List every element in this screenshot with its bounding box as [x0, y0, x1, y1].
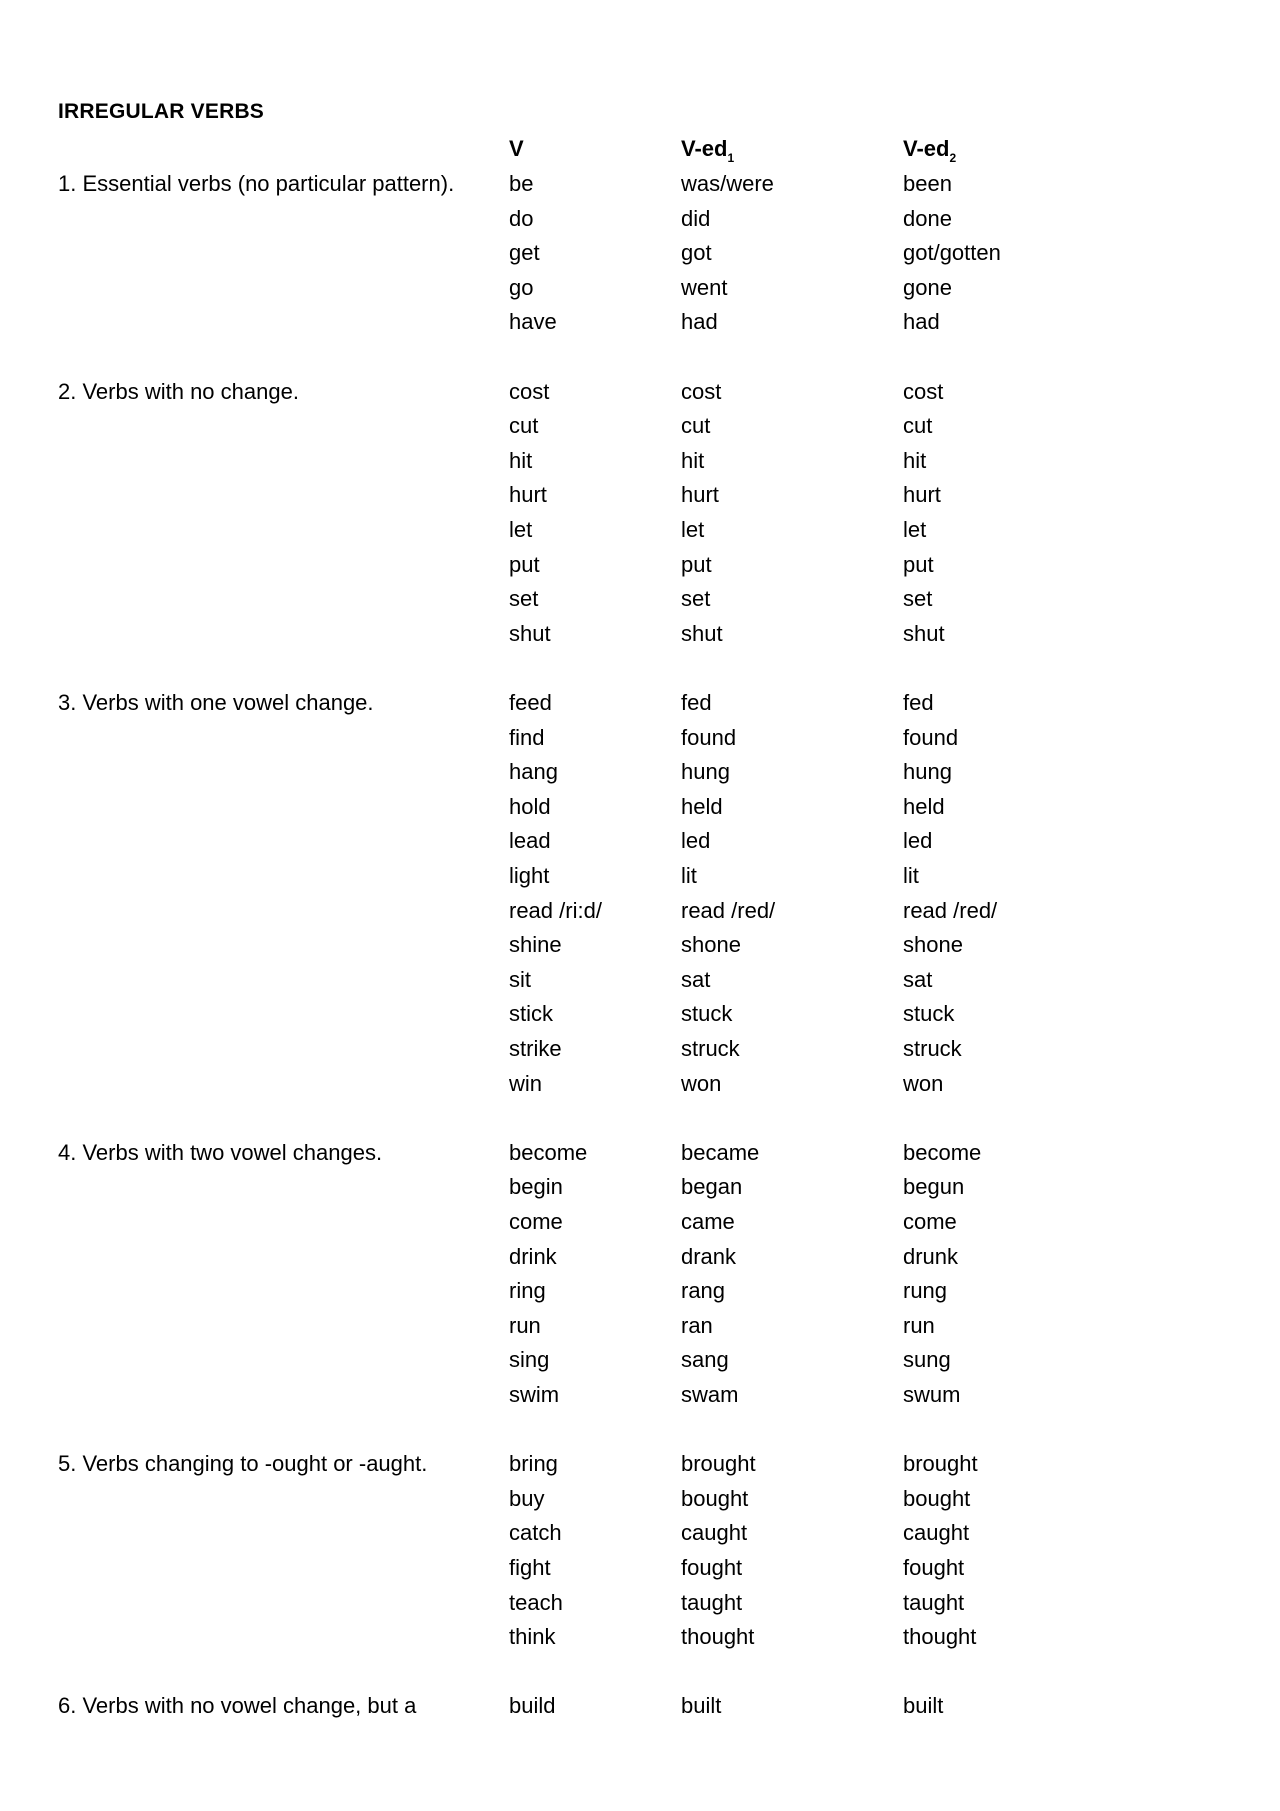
verb-base-form: put	[509, 551, 540, 577]
verb-row	[0, 928, 1280, 963]
verb-group-label: 3. Verbs with one vowel change.	[58, 690, 374, 715]
column-header-v: V	[509, 136, 524, 161]
verb-row	[0, 236, 1280, 271]
verb-base-form: hold	[509, 793, 551, 819]
verb-past-participle: thought	[903, 1624, 977, 1650]
verb-past-participle: shut	[903, 620, 945, 646]
verb-base-form: hit	[509, 447, 533, 473]
verb-past-participle: hit	[903, 447, 927, 473]
verb-past-participle: read /red/	[903, 897, 998, 923]
verb-past-participle: sung	[903, 1347, 951, 1373]
verb-row	[0, 548, 1280, 583]
verb-row	[0, 790, 1280, 825]
verb-base-form: bring	[509, 1451, 558, 1477]
verb-row	[0, 582, 1280, 617]
column-header-ved2-base: V-ed	[903, 136, 950, 161]
verb-group-label: 2. Verbs with no change.	[58, 378, 299, 404]
verb-past-simple: was/were	[681, 171, 774, 196]
verb-past-participle: been	[903, 171, 952, 196]
verb-past-participle: taught	[903, 1589, 965, 1615]
verb-group-label: 1. Essential verbs (no particular pattern).	[58, 171, 455, 196]
verb-past-participle: built	[903, 1693, 944, 1719]
verb-past-participle: hung	[903, 759, 952, 785]
verb-base-form: get	[509, 240, 540, 266]
verb-base-form: fight	[509, 1554, 551, 1580]
verb-row	[0, 513, 1280, 548]
verb-past-simple: became	[681, 1139, 760, 1165]
verb-base-form: sing	[509, 1347, 550, 1373]
verb-row	[0, 1274, 1280, 1309]
verb-group	[0, 1136, 1280, 1413]
verb-past-simple: cut	[681, 413, 711, 439]
column-header-ved2-subscript: 2	[949, 151, 957, 165]
verb-base-form: teach	[509, 1589, 563, 1615]
verb-row	[0, 202, 1280, 237]
verb-row	[0, 478, 1280, 513]
verb-past-participle: rung	[903, 1278, 948, 1304]
verb-past-simple: taught	[681, 1589, 743, 1615]
verb-past-simple: fed	[681, 690, 712, 715]
verb-row	[0, 824, 1280, 859]
verb-group	[0, 375, 1280, 652]
document-title: IRREGULAR VERBS	[58, 100, 265, 123]
verb-row	[0, 859, 1280, 894]
verb-base-form: buy	[509, 1485, 545, 1511]
column-header-ved2	[903, 134, 956, 164]
verb-row	[0, 894, 1280, 929]
verb-past-participle: fed	[903, 690, 934, 715]
verb-past-simple: hurt	[681, 482, 719, 508]
verb-row	[0, 375, 1280, 410]
verb-base-form: sit	[509, 966, 531, 992]
verb-past-simple: ran	[681, 1312, 713, 1338]
verb-past-participle: begun	[903, 1174, 965, 1200]
verb-base-form: set	[509, 586, 539, 612]
verb-past-participle: fought	[903, 1554, 965, 1580]
column-header-ved1-subscript: 1	[727, 151, 735, 165]
verb-past-participle: come	[903, 1208, 957, 1234]
verb-past-simple: led	[681, 828, 711, 854]
verb-group-label: 5. Verbs changing to -ought or -aught.	[58, 1451, 428, 1477]
verb-row	[0, 963, 1280, 998]
verb-past-simple: did	[681, 205, 711, 231]
verb-past-participle: done	[903, 205, 952, 231]
verb-past-participle: set	[903, 586, 933, 612]
verb-row	[0, 1482, 1280, 1517]
verb-past-simple: began	[681, 1174, 743, 1200]
verb-group	[0, 1447, 1280, 1655]
column-header-ved1	[681, 134, 734, 164]
verb-past-simple: rang	[681, 1278, 726, 1304]
verb-base-form: catch	[509, 1520, 562, 1546]
verb-past-participle: put	[903, 551, 934, 577]
verb-row	[0, 1689, 1280, 1724]
verb-base-form: feed	[509, 690, 552, 715]
verb-past-simple: came	[681, 1208, 735, 1234]
verb-past-simple: let	[681, 516, 705, 542]
verb-row	[0, 1378, 1280, 1413]
verb-past-participle: found	[903, 724, 959, 750]
verb-past-simple: struck	[681, 1036, 740, 1061]
verb-base-form: begin	[509, 1174, 563, 1200]
verb-row	[0, 1586, 1280, 1621]
verb-row	[0, 1240, 1280, 1275]
verb-past-participle: struck	[903, 1036, 962, 1061]
verb-base-form: swim	[509, 1381, 560, 1407]
verb-row	[0, 1516, 1280, 1551]
verb-row	[0, 1170, 1280, 1205]
verb-past-simple: stuck	[681, 1001, 733, 1027]
verb-base-form: drink	[509, 1243, 557, 1269]
verb-base-form: build	[509, 1693, 556, 1719]
verb-group	[0, 1689, 1280, 1724]
verb-base-form: do	[509, 205, 534, 231]
verb-row	[0, 271, 1280, 306]
verb-past-participle: lit	[903, 863, 919, 888]
verb-past-simple: set	[681, 586, 711, 612]
verb-past-participle: brought	[903, 1451, 978, 1477]
verb-past-simple: had	[681, 309, 718, 335]
verb-past-simple: went	[681, 274, 728, 300]
verb-row	[0, 305, 1280, 340]
verb-group	[0, 167, 1280, 340]
verb-past-participle: cut	[903, 413, 933, 439]
verb-past-simple: bought	[681, 1485, 749, 1511]
verb-past-simple: swam	[681, 1381, 739, 1407]
verb-past-simple: found	[681, 724, 737, 750]
verb-row	[0, 686, 1280, 721]
verb-base-form: run	[509, 1312, 541, 1338]
verb-past-simple: drank	[681, 1243, 737, 1269]
column-header-row	[0, 134, 1280, 168]
verb-base-form: hurt	[509, 482, 547, 508]
verb-past-simple: put	[681, 551, 712, 577]
verb-past-simple: caught	[681, 1520, 748, 1546]
verb-past-participle: drunk	[903, 1243, 959, 1269]
verb-past-participle: won	[903, 1070, 944, 1096]
verb-row	[0, 1136, 1280, 1171]
verb-base-form: let	[509, 516, 533, 542]
verb-past-simple: thought	[681, 1624, 755, 1650]
verb-base-form: lead	[509, 828, 551, 854]
verb-row	[0, 1309, 1280, 1344]
verb-group	[0, 686, 1280, 1101]
verb-base-form: find	[509, 724, 545, 750]
verb-past-simple: cost	[681, 378, 722, 404]
verb-base-form: win	[509, 1070, 543, 1096]
verb-row	[0, 755, 1280, 790]
verb-past-participle: let	[903, 516, 927, 542]
verb-past-participle: caught	[903, 1520, 970, 1546]
verb-base-form: stick	[509, 1001, 553, 1027]
verb-group-label: 6. Verbs with no vowel change, but a	[58, 1693, 417, 1719]
verb-base-form: shut	[509, 620, 551, 646]
verb-base-form: cut	[509, 413, 539, 439]
verb-row	[0, 997, 1280, 1032]
verb-base-form: read /ri:d/	[509, 897, 602, 923]
verb-past-simple: shone	[681, 932, 741, 958]
verb-past-simple: sang	[681, 1347, 729, 1373]
verb-base-form: ring	[509, 1278, 546, 1304]
verb-base-form: go	[509, 274, 534, 300]
verb-past-simple: read /red/	[681, 897, 776, 923]
verb-past-participle: got/gotten	[903, 240, 1001, 266]
verb-past-simple: brought	[681, 1451, 756, 1477]
verb-row	[0, 721, 1280, 756]
verb-row	[0, 1205, 1280, 1240]
verb-base-form: cost	[509, 378, 550, 404]
verb-past-simple: hit	[681, 447, 705, 473]
verb-row	[0, 617, 1280, 652]
verb-past-simple: sat	[681, 966, 711, 992]
verb-row	[0, 1032, 1280, 1067]
verb-past-participle: had	[903, 309, 940, 335]
verb-base-form: be	[509, 171, 534, 196]
column-header-ved1-base: V-ed	[681, 136, 728, 161]
verb-past-participle: bought	[903, 1485, 971, 1511]
verb-base-form: have	[509, 309, 557, 335]
verb-row	[0, 409, 1280, 444]
verb-past-simple: won	[681, 1070, 722, 1096]
verb-row	[0, 1620, 1280, 1655]
verb-row	[0, 444, 1280, 479]
verb-past-participle: gone	[903, 274, 952, 300]
verb-base-form: hang	[509, 759, 558, 785]
verb-past-simple: fought	[681, 1554, 743, 1580]
verb-past-simple: held	[681, 793, 723, 819]
verb-base-form: strike	[509, 1036, 562, 1061]
verb-past-participle: hurt	[903, 482, 941, 508]
verb-base-form: shine	[509, 932, 562, 958]
verb-past-participle: swum	[903, 1381, 961, 1407]
verb-base-form: think	[509, 1624, 556, 1650]
verb-past-participle: sat	[903, 966, 933, 992]
verb-group-label: 4. Verbs with two vowel changes.	[58, 1139, 383, 1165]
verb-row	[0, 1343, 1280, 1378]
verb-past-simple: built	[681, 1693, 722, 1719]
verb-past-simple: shut	[681, 620, 723, 646]
verb-row	[0, 1067, 1280, 1102]
verb-base-form: become	[509, 1139, 588, 1165]
verb-row	[0, 1551, 1280, 1586]
verb-past-participle: held	[903, 793, 945, 819]
verb-past-participle: run	[903, 1312, 935, 1338]
verb-past-participle: stuck	[903, 1001, 955, 1027]
verb-past-simple: hung	[681, 759, 730, 785]
verb-past-participle: led	[903, 828, 933, 854]
verb-base-form: come	[509, 1208, 563, 1234]
verb-base-form: light	[509, 863, 550, 888]
verb-past-simple: got	[681, 240, 712, 266]
verb-past-participle: become	[903, 1139, 982, 1165]
verb-past-simple: lit	[681, 863, 697, 888]
verb-row	[0, 167, 1280, 202]
verb-row	[0, 1447, 1280, 1482]
verb-past-participle: shone	[903, 932, 963, 958]
verb-past-participle: cost	[903, 378, 944, 404]
